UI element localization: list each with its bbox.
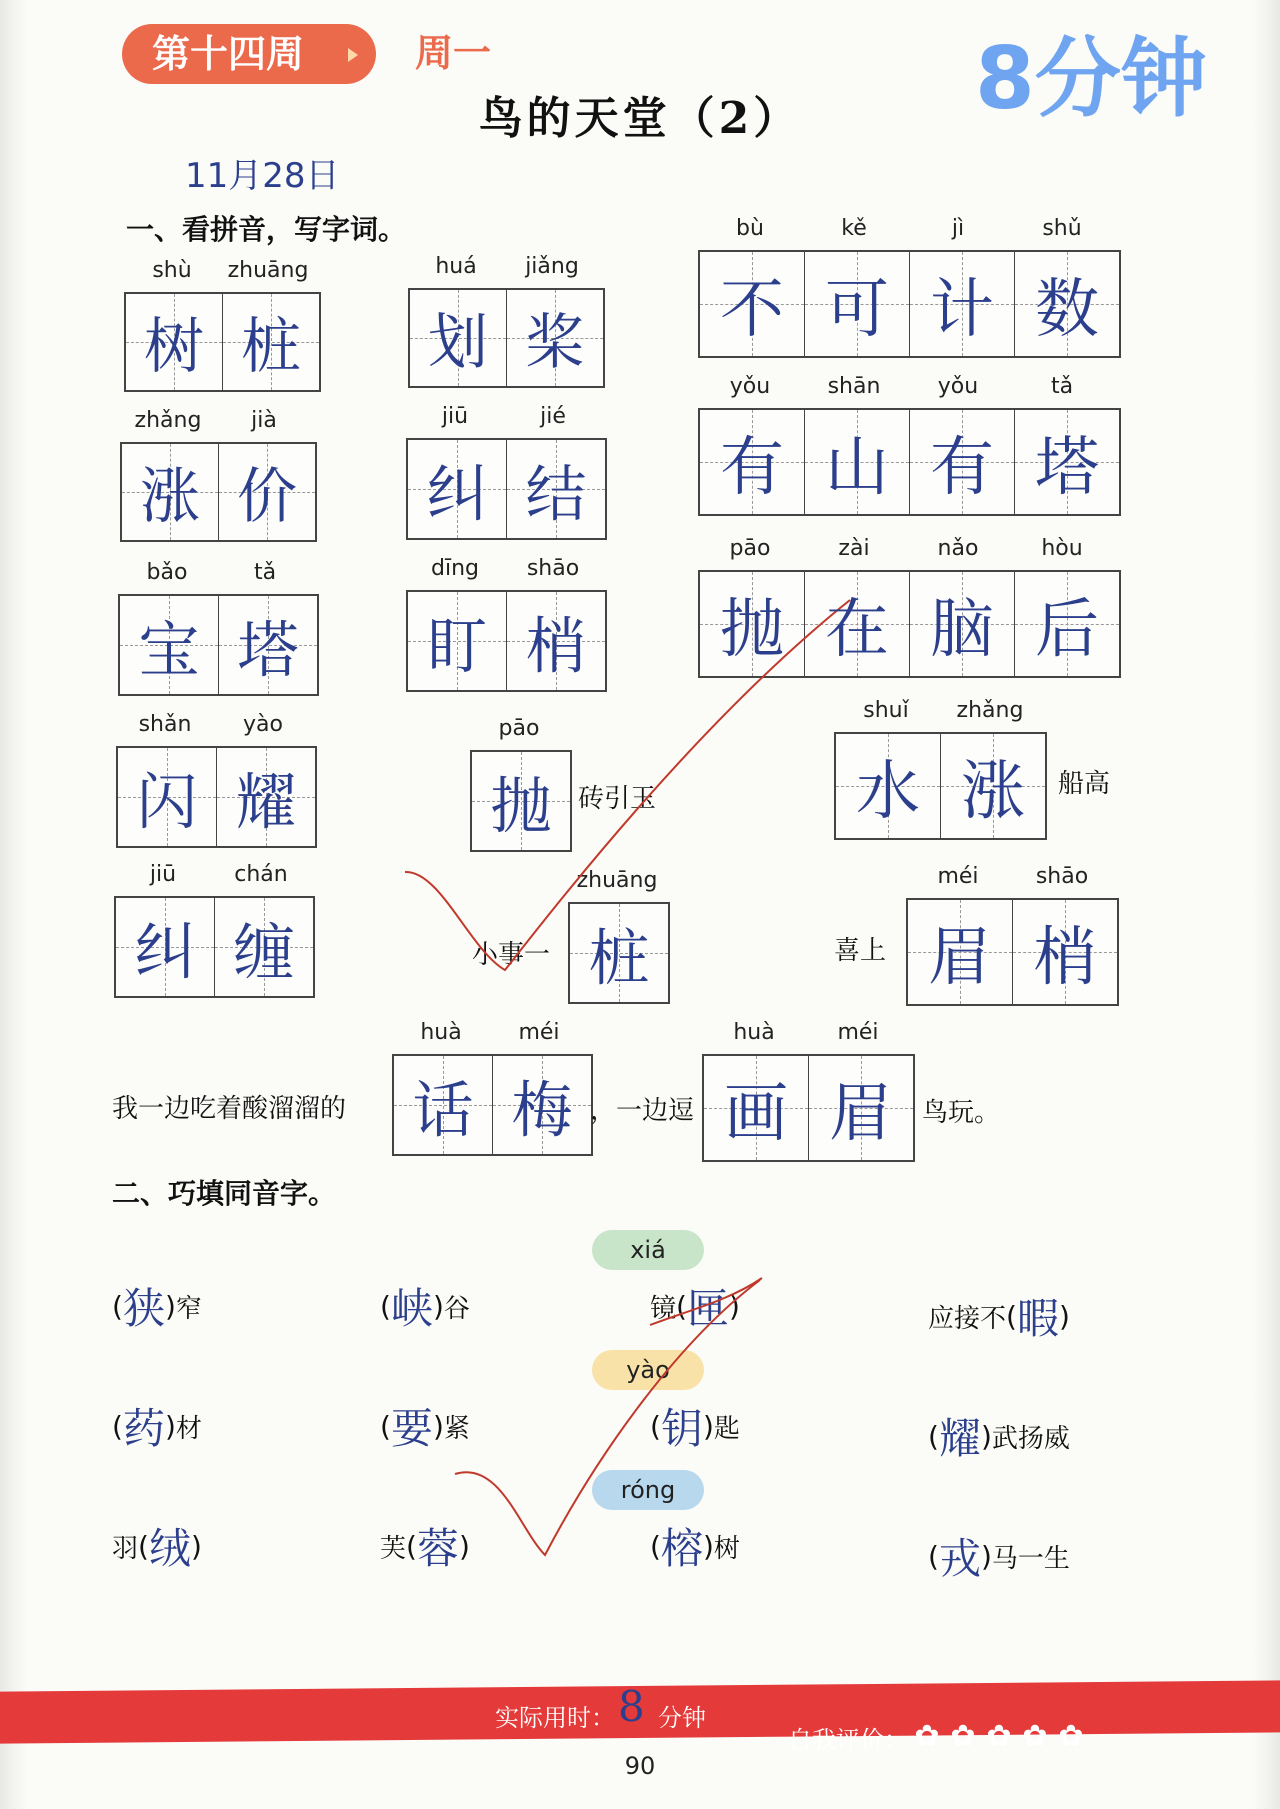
handwritten-char: 抛 — [490, 770, 552, 842]
answer-cell[interactable] — [1015, 410, 1119, 514]
pinyin-pill: róng — [592, 1470, 704, 1510]
handwritten-char: 梢 — [525, 610, 587, 682]
minutes-label: 8分钟 — [975, 29, 1207, 129]
pinyin-label: jiǎng — [525, 254, 579, 279]
answer-cell[interactable] — [120, 596, 219, 694]
before-text: 镜 — [650, 1293, 677, 1324]
answer-cell[interactable] — [700, 572, 805, 676]
open-paren: ( — [928, 1419, 939, 1453]
handwritten-char: 水 — [856, 755, 920, 829]
handwritten-char: 抛 — [720, 593, 784, 667]
handwritten-char: 塔 — [237, 614, 299, 686]
after-text: 马一生 — [991, 1543, 1070, 1574]
open-paren: ( — [676, 1289, 687, 1323]
handwritten-char: 话 — [412, 1074, 474, 1146]
char-cells — [120, 442, 317, 542]
answer-cell[interactable] — [910, 410, 1015, 514]
close-paren: ) — [164, 1409, 176, 1443]
handwritten-char: 闪 — [136, 766, 198, 838]
pinyin-label: chán — [234, 862, 288, 887]
handwritten-char: 塔 — [1035, 431, 1099, 505]
prefix-text: 喜上 — [834, 936, 887, 966]
answer-char[interactable]: 药 — [122, 1404, 165, 1453]
pinyin-label: méi — [837, 1020, 879, 1045]
open-paren: ( — [650, 1529, 661, 1563]
pinyin-label: nǎo — [937, 536, 979, 561]
handwritten-char: 梢 — [1033, 921, 1097, 995]
char-cells — [406, 438, 607, 540]
after-text: 窄 — [175, 1293, 202, 1324]
day-label: 周一 — [415, 31, 492, 75]
time-label: 实际用时： — [495, 1704, 615, 1732]
star-icon[interactable]: ✿ — [1058, 1719, 1084, 1754]
char-cells — [118, 594, 319, 696]
close-paren: ) — [458, 1529, 470, 1563]
char-cells — [568, 902, 670, 1004]
pinyin-label: tǎ — [253, 560, 277, 585]
close-paren: ) — [980, 1419, 992, 1453]
pinyin-label: zhuāng — [576, 868, 658, 893]
close-paren: ) — [702, 1529, 714, 1563]
pinyin-label: huà — [420, 1020, 462, 1045]
pinyin-label: jié — [540, 404, 566, 429]
answer-char[interactable]: 狭 — [122, 1284, 165, 1333]
before-text: 应接不 — [928, 1303, 1007, 1334]
after-text: 树 — [713, 1533, 740, 1564]
pinyin-label: shān — [827, 374, 881, 399]
answer-cell[interactable] — [805, 410, 910, 514]
answer-char[interactable]: 蓉 — [416, 1524, 459, 1573]
handwritten-char: 不 — [720, 273, 784, 347]
answer-cell[interactable] — [1015, 572, 1119, 676]
char-cells — [116, 746, 317, 848]
time-unit: 分钟 — [658, 1704, 706, 1732]
answer-cell[interactable] — [941, 734, 1045, 838]
handwritten-char: 山 — [825, 431, 889, 505]
pinyin-label: jì — [951, 216, 965, 241]
pinyin-label: shuǐ — [863, 698, 909, 723]
answer-cell[interactable] — [809, 1056, 913, 1160]
open-paren: ( — [380, 1289, 391, 1323]
week-label: 第十四周 — [152, 32, 305, 76]
handwritten-char: 价 — [237, 462, 297, 532]
handwritten-char: 涨 — [140, 462, 200, 532]
handwritten-char: 桩 — [241, 312, 301, 382]
pinyin-label: shāo — [1035, 864, 1089, 889]
close-paren: ) — [190, 1529, 202, 1563]
pinyin-label: jià — [251, 408, 277, 433]
handwritten-char: 计 — [930, 273, 994, 347]
answer-cell[interactable] — [910, 252, 1015, 356]
time-value: 8 — [618, 1682, 645, 1731]
open-paren: ( — [650, 1409, 661, 1443]
handwritten-char: 划 — [428, 308, 488, 378]
answer-cell[interactable] — [116, 898, 215, 996]
answer-cell[interactable] — [507, 440, 605, 538]
handwritten-char: 眉 — [928, 921, 992, 995]
before-text: 芙 — [380, 1533, 407, 1564]
sentence-part-2: ，一边逗 — [590, 1096, 695, 1126]
answer-cell[interactable] — [215, 898, 313, 996]
answer-cell[interactable] — [704, 1056, 809, 1160]
pinyin-label: yǒu — [729, 374, 771, 399]
answer-cell[interactable] — [408, 440, 507, 538]
pinyin-label: shǔ — [1042, 216, 1082, 241]
section-1-title: 一、看拼音，写字词。 — [126, 213, 407, 246]
handwritten-char: 纠 — [134, 916, 196, 988]
pinyin-label: kě — [841, 216, 867, 241]
handwritten-char: 纠 — [426, 458, 488, 530]
pinyin-label: jiū — [441, 404, 469, 429]
handwritten-char: 数 — [1035, 273, 1099, 347]
handwritten-char: 后 — [1035, 593, 1099, 667]
close-paren: ) — [702, 1409, 714, 1443]
char-cells — [406, 590, 607, 692]
handwritten-char: 缠 — [233, 916, 295, 988]
page-number: 90 — [624, 1752, 656, 1780]
star-icon[interactable]: ✿ — [914, 1719, 940, 1754]
section-2-title: 二、巧填同音字。 — [112, 1177, 337, 1210]
check-mark-2 — [455, 1280, 760, 1555]
pinyin-label: pāo — [498, 716, 540, 741]
answer-char[interactable]: 暇 — [1016, 1294, 1059, 1343]
pinyin-label: huá — [435, 254, 477, 279]
handwritten-char: 桨 — [525, 308, 585, 378]
star-icon[interactable]: ✿ — [986, 1719, 1012, 1754]
sentence-part-1: 我一边吃着酸溜溜的 — [112, 1094, 347, 1124]
open-paren: ( — [406, 1529, 417, 1563]
handwritten-char: 盯 — [426, 610, 488, 682]
answer-char[interactable]: 要 — [390, 1404, 433, 1453]
handwritten-char: 梅 — [511, 1074, 573, 1146]
answer-cell[interactable] — [408, 592, 507, 690]
answer-cell[interactable] — [507, 290, 603, 386]
answer-cell[interactable] — [507, 592, 605, 690]
answer-cell[interactable] — [118, 748, 217, 846]
pinyin-label: méi — [937, 864, 979, 889]
answer-char[interactable]: 戎 — [938, 1534, 981, 1583]
star-icon[interactable]: ✿ — [1022, 1719, 1048, 1754]
handwritten-date: 11月28日 — [185, 156, 340, 196]
answer-cell[interactable] — [836, 734, 941, 838]
char-cells — [392, 1054, 593, 1156]
pinyin-label: zài — [838, 536, 870, 561]
pinyin-label: bǎo — [146, 560, 188, 585]
prefix-text: 小事一 — [472, 940, 551, 970]
handwritten-char: 宝 — [138, 614, 200, 686]
pinyin-label: shāo — [526, 556, 580, 581]
answer-cell[interactable] — [219, 596, 317, 694]
answer-cell[interactable] — [126, 294, 223, 390]
pinyin-pill: xiá — [592, 1230, 704, 1270]
handwritten-char: 涨 — [961, 755, 1025, 829]
handwritten-char: 有 — [720, 431, 784, 505]
close-paren: ) — [980, 1539, 992, 1573]
char-cells — [698, 570, 1121, 678]
handwritten-char: 结 — [525, 458, 587, 530]
handwritten-char: 眉 — [829, 1077, 893, 1151]
pinyin-label: bù — [736, 216, 764, 241]
self-eval-label: 自我评价： — [788, 1726, 908, 1754]
answer-cell[interactable] — [805, 572, 910, 676]
answer-cell[interactable] — [805, 252, 910, 356]
open-paren: ( — [112, 1409, 123, 1443]
after-text: 匙 — [713, 1413, 740, 1444]
handwritten-char: 树 — [144, 312, 204, 382]
char-cells — [906, 898, 1119, 1006]
answer-cell[interactable] — [219, 444, 315, 540]
char-cells — [698, 250, 1121, 358]
pinyin-label: huà — [733, 1020, 775, 1045]
before-text: 羽 — [112, 1533, 139, 1564]
answer-cell[interactable] — [1015, 252, 1119, 356]
pinyin-label: shǎn — [138, 712, 192, 737]
check-mark-3 — [650, 1278, 762, 1325]
handwritten-char: 画 — [724, 1077, 788, 1151]
handwritten-char: 脑 — [930, 593, 994, 667]
answer-cell[interactable] — [410, 290, 507, 386]
after-text: 紧 — [443, 1413, 470, 1444]
answer-cell[interactable] — [570, 904, 668, 1002]
answer-char[interactable]: 匣 — [686, 1284, 729, 1333]
open-paren: ( — [928, 1539, 939, 1573]
open-paren: ( — [138, 1529, 149, 1563]
answer-cell[interactable] — [1013, 900, 1117, 1004]
after-text: 谷 — [443, 1293, 470, 1324]
close-paren: ) — [432, 1409, 444, 1443]
close-paren: ) — [728, 1289, 740, 1323]
pinyin-label: zhǎng — [134, 408, 202, 433]
pinyin-label: shù — [152, 258, 192, 283]
answer-cell[interactable] — [394, 1056, 493, 1154]
char-cells — [114, 896, 315, 998]
answer-cell[interactable] — [217, 748, 315, 846]
answer-char[interactable]: 榕 — [660, 1524, 703, 1573]
pinyin-label: méi — [518, 1020, 560, 1045]
answer-cell[interactable] — [700, 410, 805, 514]
handwritten-char: 耀 — [235, 766, 297, 838]
char-cells — [408, 288, 605, 388]
handwritten-char: 在 — [825, 593, 889, 667]
suffix-text: 砖引玉 — [578, 784, 657, 814]
pinyin-label: yào — [243, 712, 283, 737]
pinyin-label: zhuāng — [227, 258, 309, 283]
answer-cell[interactable] — [908, 900, 1013, 1004]
suffix-text: 船高 — [1058, 769, 1111, 799]
char-cells — [698, 408, 1121, 516]
answer-cell[interactable] — [472, 752, 570, 850]
close-paren: ) — [1058, 1299, 1070, 1333]
pinyin-label: hòu — [1041, 536, 1083, 561]
answer-char[interactable]: 耀 — [938, 1414, 981, 1463]
handwritten-char: 可 — [825, 273, 889, 347]
answer-cell[interactable] — [223, 294, 319, 390]
after-text: 武扬威 — [991, 1423, 1070, 1454]
pinyin-pill: yào — [592, 1350, 704, 1390]
handwritten-char: 有 — [930, 431, 994, 505]
open-paren: ( — [380, 1409, 391, 1443]
char-cells — [124, 292, 321, 392]
pinyin-label: zhǎng — [956, 698, 1024, 723]
answer-cell[interactable] — [700, 252, 805, 356]
sentence-part-3: 鸟玩。 — [922, 1098, 1001, 1128]
close-paren: ) — [164, 1289, 176, 1323]
after-text: 材 — [175, 1413, 202, 1444]
answer-char[interactable]: 峡 — [390, 1284, 433, 1333]
handwritten-char: 桩 — [588, 922, 650, 994]
pinyin-label: jiū — [149, 862, 177, 887]
pinyin-label: pāo — [729, 536, 771, 561]
char-cells — [834, 732, 1047, 840]
open-paren: ( — [112, 1289, 123, 1323]
close-paren: ) — [432, 1289, 444, 1323]
pinyin-label: tǎ — [1050, 374, 1074, 399]
answer-char[interactable]: 绒 — [148, 1524, 191, 1573]
answer-cell[interactable] — [910, 572, 1015, 676]
pinyin-label: yǒu — [937, 374, 979, 399]
open-paren: ( — [1006, 1299, 1017, 1333]
page-title: 鸟的天堂（2） — [478, 93, 802, 144]
answer-cell[interactable] — [493, 1056, 591, 1154]
star-icon[interactable]: ✿ — [950, 1719, 976, 1754]
answer-char[interactable]: 钥 — [660, 1404, 703, 1453]
char-cells — [702, 1054, 915, 1162]
char-cells — [470, 750, 572, 852]
answer-cell[interactable] — [122, 444, 219, 540]
pinyin-label: dīng — [431, 556, 479, 581]
